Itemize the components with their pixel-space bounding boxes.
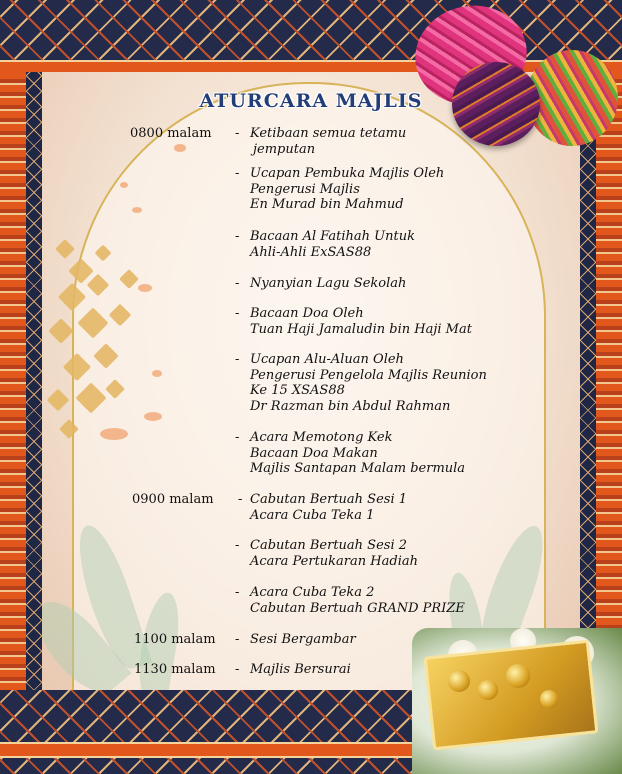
gold-leaf [48,318,73,343]
watercolor-dot [138,284,152,292]
activity-line: Ke 15 XSAS88 [250,383,345,398]
right-orange-border [596,72,622,690]
watercolor-dot [132,207,142,213]
schedule-activity [250,276,406,292]
activity-line: Cabutan Bertuah Sesi 1 [250,492,408,507]
schedule-time: 0900 malam [132,492,214,507]
left-pattern-border [26,72,42,690]
activity-line: Acara Memotong Kek [250,430,393,445]
watercolor-dot [144,412,162,421]
activity-line: Bacaan Doa Makan [250,445,378,461]
dash-bullet: - [235,229,240,244]
activity-line: En Murad bin Mahmud [250,197,404,212]
schedule-activity [250,229,415,260]
watercolor-dot [120,182,128,188]
dash-bullet: - [235,538,240,553]
watercolor-dot [100,428,128,440]
activity-line: Acara Pertukaran Hadiah [250,553,418,569]
gold-leaf [55,239,75,259]
schedule-activity [250,538,418,569]
brass-pot [478,680,498,700]
activity-line: Majlis Bersurai [250,662,351,677]
schedule-activity [250,632,356,648]
activity-line: Acara Cuba Teka 1 [250,507,375,523]
dash-bullet: - [235,662,240,677]
schedule-time: 0800 malam [130,126,212,141]
gold-leaf [47,389,70,412]
schedule-time: 1130 malam [134,662,216,677]
dash-bullet: - [235,276,240,291]
activity-line: Acara Cuba Teka 2 [250,585,375,600]
dash-bullet: - [235,166,240,181]
page-title: ATURCARA MAJLIS [199,90,423,112]
activity-line: Nyanyian Lagu Sekolah [250,276,407,291]
activity-line: Pengerusi Majlis [250,181,360,197]
dash-bullet: - [235,352,240,367]
activity-line: Majlis Santapan Malam bermula [250,461,466,476]
schedule-activity [250,492,407,523]
activity-line: Ketibaan semua tetamu [250,126,407,141]
schedule-activity [250,430,465,477]
watercolor-dot [152,370,162,377]
dash-bullet: - [235,585,240,600]
dash-bullet: - [235,430,240,445]
activity-line: Ucapan Alu-Aluan Oleh [250,352,404,367]
schedule-activity [250,352,487,414]
activity-line: jemputan [253,141,316,157]
activity-line: Dr Razman bin Abdul Rahman [250,398,451,414]
activity-line: Ucapan Pembuka Majlis Oleh [250,166,445,181]
schedule-activity [250,585,465,616]
dash-bullet: - [235,632,240,647]
schedule-activity [250,126,406,157]
activity-line: Sesi Bergambar [250,632,356,647]
brass-pot [540,690,558,708]
activity-line: Tuan Haji Jamaludin bin Haji Mat [250,321,472,337]
schedule-activity [250,306,472,337]
schedule-time: 1100 malam [134,632,216,647]
dash-bullet: - [235,126,240,141]
activity-line: Cabutan Bertuah GRAND PRIZE [250,600,465,616]
brass-pot [448,670,470,692]
watercolor-dot [174,144,186,152]
golden-gift-tray [424,640,599,751]
right-pattern-border [580,72,596,690]
schedule-activity [250,166,444,213]
activity-line: Bacaan Doa Oleh [250,306,364,321]
left-orange-border [0,72,26,690]
activity-line: Cabutan Bertuah Sesi 2 [250,538,408,553]
activity-line: Ahli-Ahli ExSAS88 [250,244,372,260]
brass-pot [506,664,530,688]
dash-bullet: - [235,306,240,321]
dash-bullet: - [238,492,243,507]
activity-line: Pengerusi Pengelola Majlis Reunion [250,367,487,383]
schedule-activity [250,662,351,678]
activity-line: Bacaan Al Fatihah Untuk [250,229,415,244]
top-pattern-border [0,0,622,60]
